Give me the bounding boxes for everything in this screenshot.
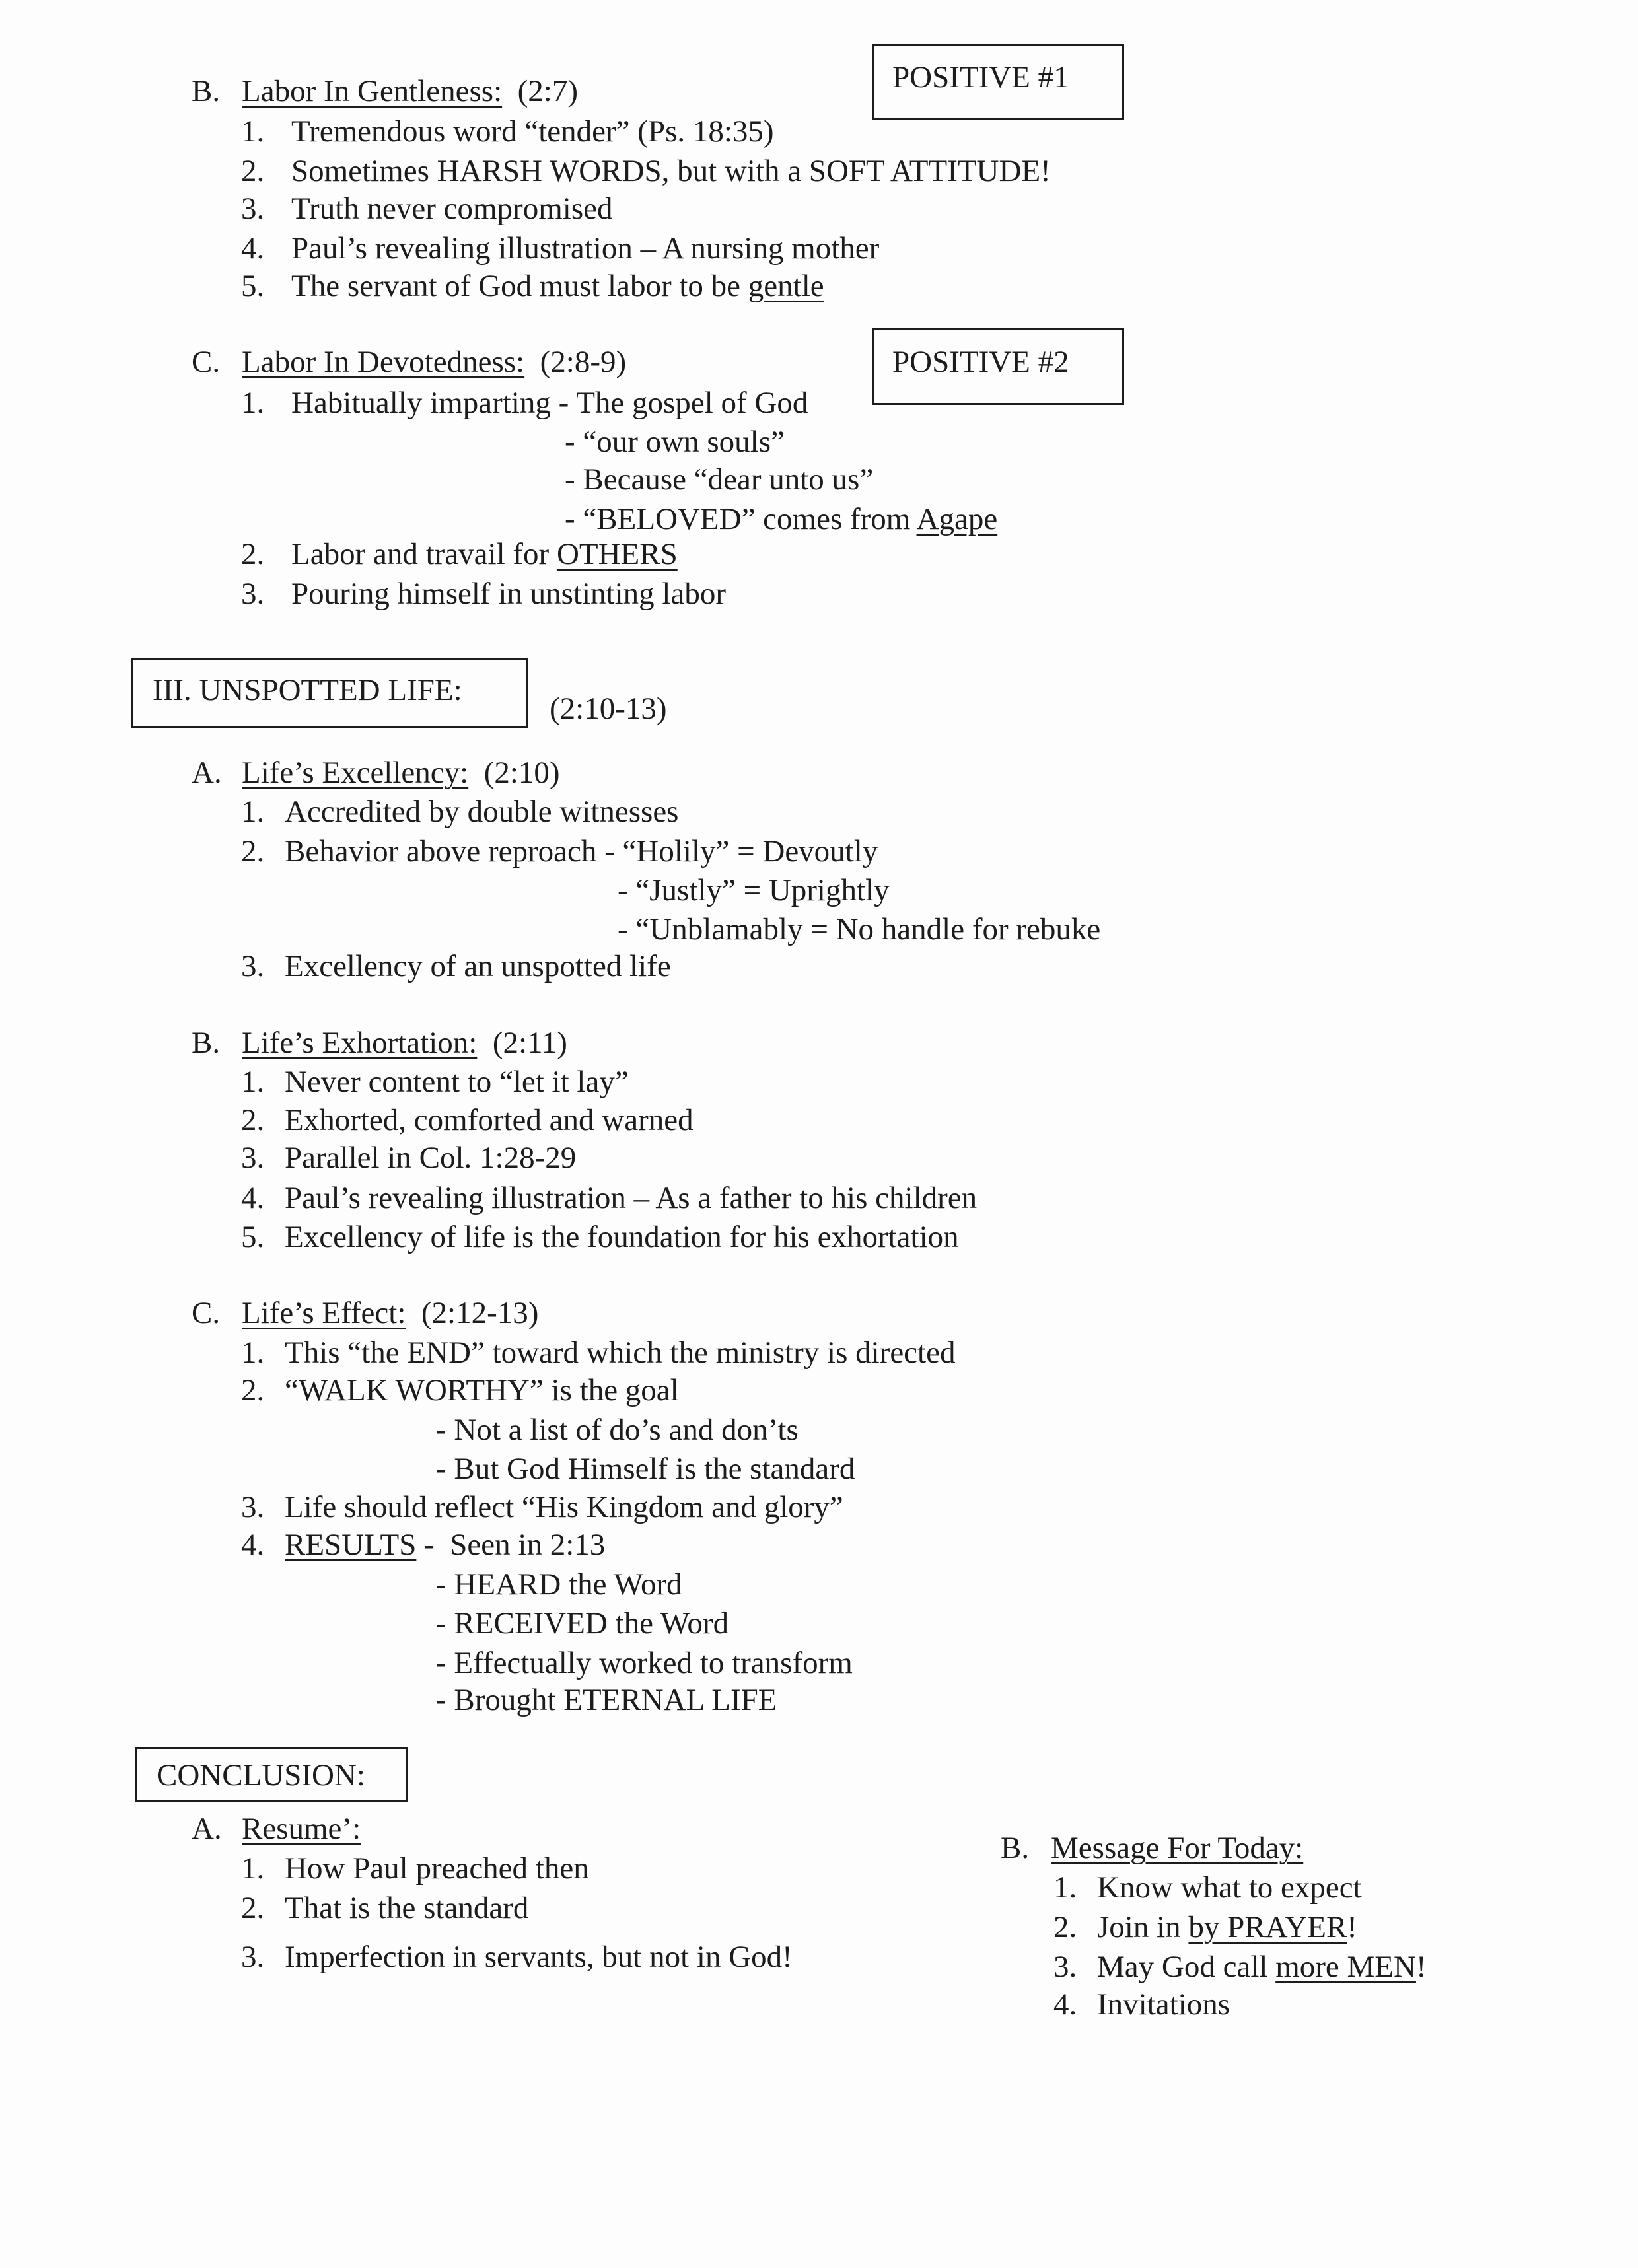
item-text: Pouring himself in unstinting labor (291, 577, 726, 611)
list-item (1053, 1948, 1427, 1985)
item-text: Labor and travail for (291, 537, 557, 571)
section-heading: Labor In Gentleness: (242, 74, 503, 108)
list-item (241, 1334, 955, 1371)
item-text: How Paul preached then (285, 1851, 589, 1886)
sub-item: - RECEIVED the Word (436, 1606, 729, 1641)
section-b2-heading-line (192, 1024, 567, 1061)
list-item (1053, 1869, 1362, 1906)
item-number: 2. (1053, 1910, 1077, 1944)
item-text: Join in (1097, 1910, 1189, 1944)
list-item (241, 1526, 605, 1563)
item-text: Paul’s revealing illustration – A nursing mother (291, 231, 880, 266)
section-letter: A. (192, 756, 222, 790)
item-text: Habitually imparting - The gospel of God (291, 386, 808, 420)
item-text-underlined: more MEN (1275, 1950, 1416, 1984)
item-text: Imperfection in servants, but not in God! (285, 1940, 793, 1974)
list-item (241, 536, 678, 573)
section-letter: A. (192, 1812, 222, 1846)
list-item (241, 190, 612, 227)
item-text: Truth never compromised (291, 192, 613, 226)
item-number: 1. (241, 1335, 265, 1370)
scripture-ref: (2:10-13) (550, 691, 667, 726)
item-text: The servant of God must labor to be (291, 269, 748, 303)
sub-item: - “our own souls” (565, 425, 785, 459)
sub-item: - But God Himself is the standard (436, 1452, 855, 1486)
section-heading: Message For Today: (1051, 1831, 1304, 1865)
list-item (1053, 1909, 1357, 1946)
item-number: 1. (241, 1851, 265, 1886)
item-text-underlined: by PRAYER (1188, 1910, 1347, 1944)
item-number: 3. (241, 577, 265, 611)
list-item (241, 948, 671, 985)
list-item (241, 1180, 977, 1217)
list-item (241, 113, 774, 150)
item-text: “WALK WORTHY” is the goal (285, 1373, 679, 1407)
list-item (241, 1219, 959, 1256)
item-text: Accredited by double witnesses (285, 795, 679, 829)
item-text: That is the standard (285, 1891, 529, 1925)
item-number: 1. (241, 1065, 265, 1099)
list-item (241, 575, 726, 612)
conclusion-heading: CONCLUSION: (157, 1758, 365, 1792)
sub-item: - Effectually worked to transform (436, 1646, 853, 1680)
item-text-underlined: gentle (748, 269, 824, 303)
badge-label: POSITIVE #2 (892, 345, 1069, 379)
section-heading: Life’s Exhortation: (242, 1026, 478, 1060)
item-number: 4. (241, 1181, 265, 1215)
item-number: 4. (1053, 1987, 1077, 2022)
item-text: Excellency of an unspotted life (285, 949, 671, 983)
item-number: 5. (241, 269, 265, 303)
sub-item (565, 501, 997, 538)
scripture-ref: (2:11) (492, 1026, 567, 1060)
item-text: Paul’s revealing illustration – As a father to his children (285, 1181, 978, 1215)
item-number: 2. (241, 154, 265, 188)
positive-2-badge (872, 328, 1124, 405)
scripture-ref: (2:8-9) (540, 345, 627, 379)
badge-label: POSITIVE #1 (892, 60, 1069, 94)
item-number: 3. (1053, 1950, 1077, 1984)
item-number: 3. (241, 1141, 265, 1175)
item-text: ! (1347, 1910, 1357, 1944)
item-text: This “the END” toward which the ministry is directed (285, 1335, 956, 1370)
item-text: May God call (1097, 1950, 1276, 1984)
list-item (241, 1372, 679, 1409)
item-text: Exhorted, comforted and warned (285, 1103, 694, 1137)
list-item (241, 1850, 589, 1887)
sub-item: - “Unblamably = No handle for rebuke (618, 912, 1101, 946)
section-letter: C. (192, 345, 221, 379)
item-text: Behavior above reproach - “Holily” = Devoutly (285, 834, 878, 868)
section-heading: Life’s Effect: (242, 1296, 406, 1330)
item-text: Never content to “let it lay” (285, 1065, 629, 1099)
item-text: Invitations (1097, 1987, 1230, 2022)
item-text-underlined: RESULTS (285, 1528, 417, 1562)
list-item (241, 267, 824, 304)
positive-1-badge (872, 44, 1124, 120)
list-item (241, 1102, 694, 1139)
sub-item-text: - “BELOVED” comes from (565, 502, 917, 536)
item-text: ! (1415, 1950, 1427, 1984)
item-number: 4. (241, 231, 265, 266)
item-number: 3. (241, 1490, 265, 1524)
list-item (241, 1890, 528, 1927)
item-number: 5. (241, 1220, 265, 1254)
item-text: Parallel in Col. 1:28-29 (285, 1141, 577, 1175)
section-heading: Labor In Devotedness: (242, 345, 525, 379)
conclusion-b-heading-line (1001, 1829, 1303, 1866)
item-number: 2. (241, 1373, 265, 1407)
list-item (241, 833, 878, 870)
item-number: 3. (241, 192, 265, 226)
section-heading: Life’s Excellency: (242, 756, 469, 790)
item-text: - Seen in 2:13 (416, 1528, 606, 1562)
sub-item-underlined: Agape (916, 502, 998, 536)
section-iii-heading: III. UNSPOTTED LIFE: (153, 673, 462, 707)
conclusion-heading-box (135, 1747, 408, 1802)
list-item (241, 793, 678, 830)
item-number: 2. (241, 537, 265, 571)
item-text: Life should reflect “His Kingdom and glory” (285, 1490, 843, 1524)
conclusion-a-heading-line (192, 1810, 361, 1847)
section-c2-heading-line (192, 1294, 538, 1331)
section-letter: B. (192, 74, 221, 108)
section-c1-heading-line (192, 343, 626, 380)
item-text: Excellency of life is the foundation for his exhortation (285, 1220, 959, 1254)
section-letter: B. (192, 1026, 221, 1060)
item-number: 1. (241, 386, 265, 420)
list-item (241, 153, 1051, 190)
item-number: 3. (241, 949, 265, 983)
item-text: Know what to expect (1097, 1870, 1362, 1905)
list-item (241, 1938, 793, 1975)
item-number: 2. (241, 834, 265, 868)
item-number: 2. (241, 1103, 265, 1137)
section-a-heading-line (192, 754, 560, 791)
item-number: 1. (1053, 1870, 1077, 1905)
list-item (241, 1489, 843, 1526)
list-item (241, 1063, 629, 1100)
section-heading: Resume’: (242, 1812, 361, 1846)
item-text: Sometimes HARSH WORDS, but with a SOFT ATTITUDE! (291, 154, 1051, 188)
sub-item: - HEARD the Word (436, 1567, 682, 1602)
section-letter: B. (1001, 1831, 1030, 1865)
scripture-ref: (2:10) (483, 756, 560, 790)
sub-item: - Brought ETERNAL LIFE (436, 1683, 777, 1717)
list-item (1053, 1986, 1230, 2023)
item-number: 1. (241, 114, 265, 149)
section-letter: C. (192, 1296, 221, 1330)
item-number: 2. (241, 1891, 265, 1925)
item-number: 1. (241, 795, 265, 829)
scripture-ref: (2:12-13) (421, 1296, 539, 1330)
sub-item: - Because “dear unto us” (565, 462, 874, 497)
section-b1-heading-line (192, 73, 578, 110)
list-item (241, 384, 808, 421)
item-text-underlined: OTHERS (556, 537, 678, 571)
item-number: 4. (241, 1528, 265, 1562)
scripture-ref: (2:7) (517, 74, 579, 108)
sub-item: - “Justly” = Uprightly (618, 873, 890, 907)
list-item (241, 1139, 576, 1176)
list-item (241, 230, 879, 267)
item-number: 3. (241, 1940, 265, 1974)
sub-item: - Not a list of do’s and don’ts (436, 1413, 799, 1447)
item-text: Tremendous word “tender” (Ps. 18:35) (291, 114, 774, 149)
section-iii-heading-box (131, 658, 528, 728)
